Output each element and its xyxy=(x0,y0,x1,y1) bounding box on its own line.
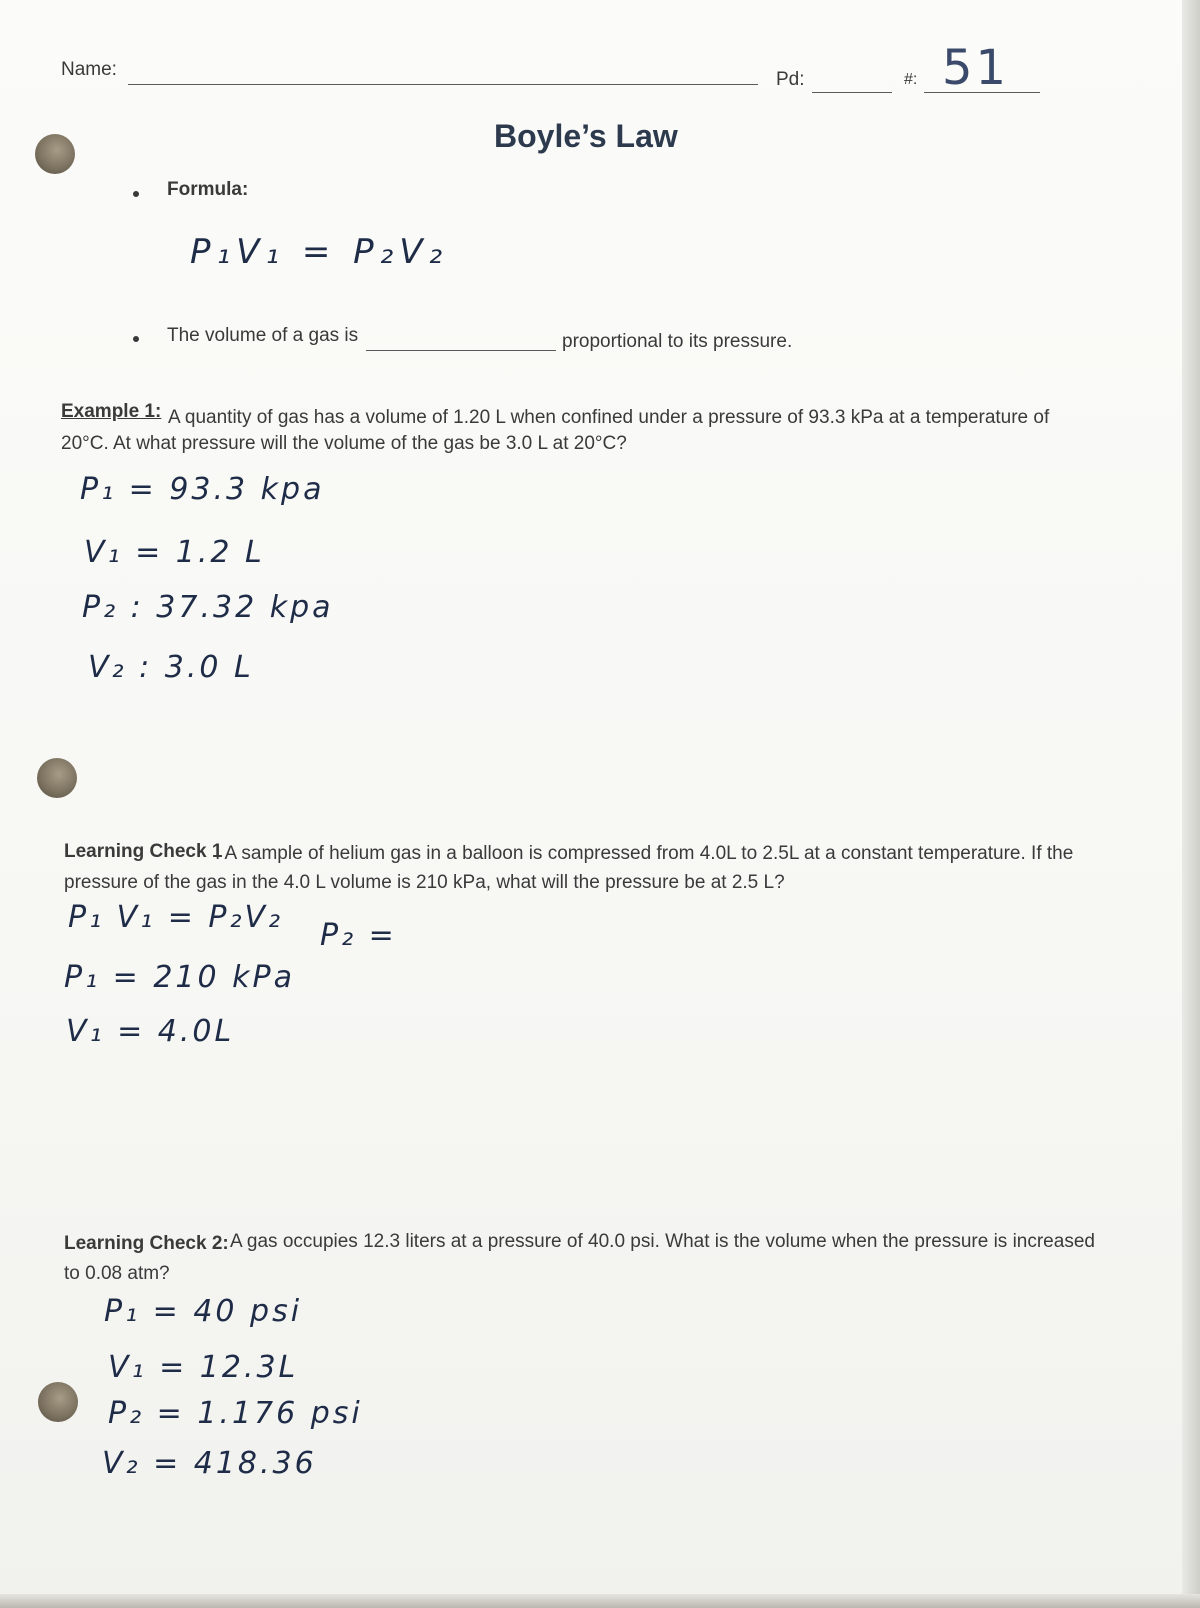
pd-blank xyxy=(812,92,892,93)
check2-work-p1: P₁ = 40 psi xyxy=(104,1294,303,1329)
statement-end: proportional to its pressure. xyxy=(562,331,793,352)
bullet xyxy=(133,191,139,197)
statement-blank xyxy=(366,350,556,351)
check1-work-formula: P₁ V₁ = P₂V₂ xyxy=(68,900,284,935)
number-label: #: xyxy=(904,71,918,88)
check2-work-v2: V₂ = 418.36 xyxy=(102,1446,317,1481)
page-edge-bottom xyxy=(0,1594,1200,1608)
check1-text-line1: : A sample of helium gas in a balloon is compressed from 4.0L to 2.5L at a constant temperature. If the xyxy=(215,843,1074,864)
check1-work-v1: V₁ = 4.0L xyxy=(66,1014,235,1049)
name-blank xyxy=(128,84,758,85)
example1-work-p2: P₂ : 37.32 kpa xyxy=(82,590,334,625)
example1-text-line1: A quantity of gas has a volume of 1.20 L when confined under a pressure of 93.3 kPa at a temperature of xyxy=(168,407,1050,428)
example1-work-v1: V₁ = 1.2 L xyxy=(84,535,265,570)
example1-text-line2: 20°C. At what pressure will the volume of the gas be 3.0 L at 20°C? xyxy=(61,433,627,454)
binder-hole-middle xyxy=(37,758,77,798)
example1-label: Example 1: xyxy=(61,401,162,422)
bullet xyxy=(133,336,139,342)
check1-work-p1: P₁ = 210 kPa xyxy=(64,960,295,995)
check2-label: Learning Check 2: xyxy=(64,1233,229,1254)
statement-start: The volume of a gas is xyxy=(167,325,359,346)
check2-text-line1: A gas occupies 12.3 liters at a pressure of 40.0 psi. What is the volume when the pressure is increased xyxy=(230,1231,1095,1252)
example1-work-v2: V₂ : 3.0 L xyxy=(88,650,254,685)
check1-label: Learning Check 1 xyxy=(64,841,223,862)
binder-hole-bottom xyxy=(38,1382,78,1422)
check2-text-line2: to 0.08 atm? xyxy=(64,1263,170,1284)
binder-hole-top xyxy=(35,134,75,174)
check1-work-p2: P₂ = xyxy=(320,918,397,953)
check2-work-p2: P₂ = 1.176 psi xyxy=(108,1396,363,1431)
name-label: Name: xyxy=(61,59,117,80)
page-edge-right xyxy=(1182,0,1200,1608)
example1-work-p1: P₁ = 93.3 kpa xyxy=(80,472,325,507)
check2-work-v1: V₁ = 12.3L xyxy=(108,1350,299,1385)
formula-label: Formula: xyxy=(167,179,249,200)
check1-text-line2: pressure of the gas in the 4.0 L volume is 210 kPa, what will the pressure be at 2.5 L? xyxy=(64,872,785,893)
page-title: Boyle’s Law xyxy=(494,118,678,154)
student-number: 51 xyxy=(942,40,1010,96)
formula-answer: P₁V₁ = P₂V₂ xyxy=(190,232,449,272)
pd-label: Pd: xyxy=(776,69,805,90)
